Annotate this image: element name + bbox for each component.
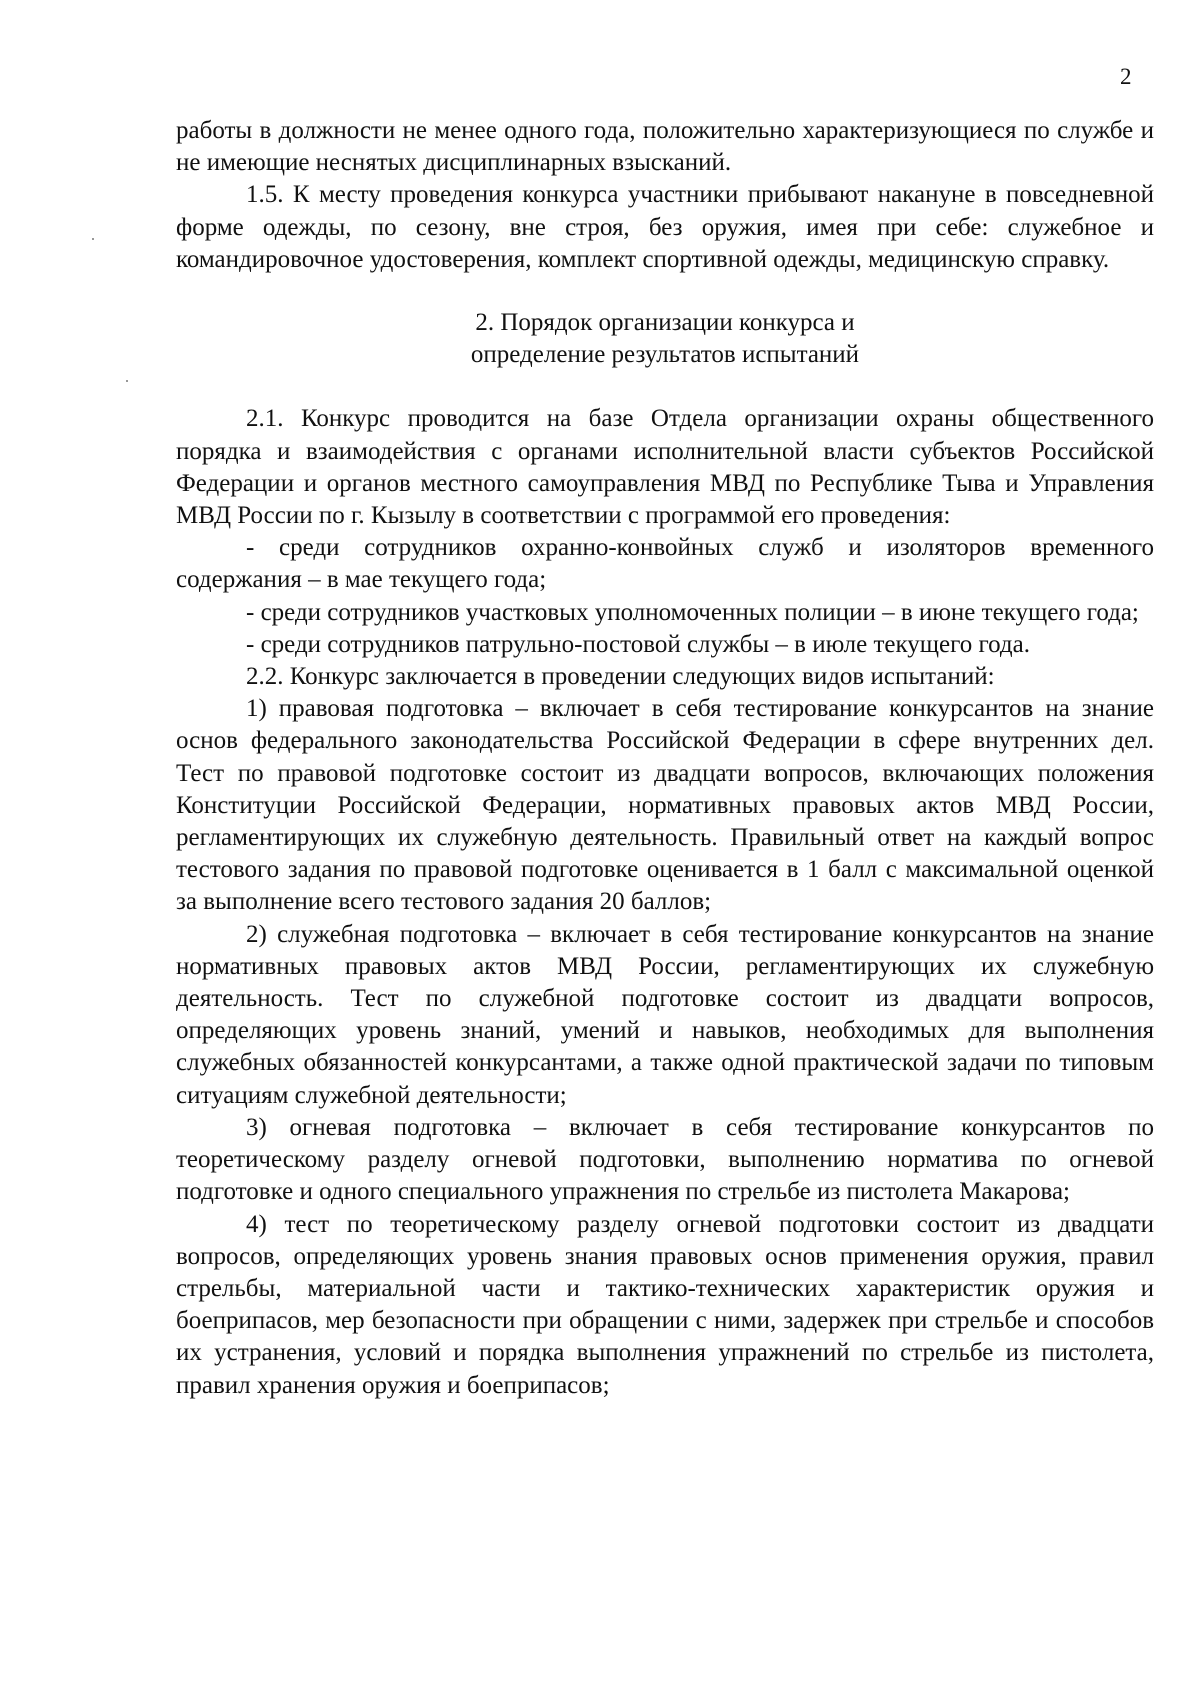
test-fire-theory: 4) тест по теоретическому разделу огневой подготовки состоит из двадцати вопросов, определяющих уровень знания правовых основ применения оружия, правил стрельбы, материальной части и тактико-технических характеристик оружия и боеприпасов, мер безопасности при обращении с ними, задержек при стрельбе и способов их устранения, условий и порядка выполнения упражнений по стрельбе из пистолета, правил хранения оружия и боеприпасов; (176, 1210, 1154, 1399)
scan-speck (126, 380, 128, 382)
page-number: 2 (1120, 64, 1132, 89)
paragraph-1-5: 1.5. К месту проведения конкурса участники прибывают накануне в повседневной форме одежды, по сезону, вне строя, без оружия, имея при себе: служебное и командировочное удостоверения, комплект спортивной одежды, медицинскую справку. (176, 181, 1154, 273)
paragraph-2-2: 2.2. Конкурс заключается в проведении следующих видов испытаний: (246, 663, 995, 691)
section-title-line-1: 2. Порядок организации конкурса и (475, 309, 855, 337)
test-legal-training: 1) правовая подготовка – включает в себя тестирование конкурсантов на знание основ федерального законодательства Российской Федерации в сфере внутренних дел. Тест по правовой подготовке состоит из двадцати вопросов, включающих положения Конституции Российской Федерации, нормативных правовых актов МВД России, регламентирующих их служебную деятельность. Правильный ответ на каждый вопрос тестового задания по правовой подготовке оценивается в 1 балл с максимальной оценкой за выполнение всего тестового задания 20 баллов; (176, 695, 1154, 916)
scan-speck (92, 238, 94, 240)
list-item-district-police: - среди сотрудников участковых уполномоченных полиции – в июне текущего года; (246, 598, 1139, 626)
document-body (176, 115, 1154, 1402)
section-title (176, 307, 1154, 371)
paragraph-2-1: 2.1. Конкурс проводится на базе Отдела организации охраны общественного порядка и взаимодействия с органами исполнительной власти субъектов Российской Федерации и органов местного самоуправления МВД по Республике Тыва и Управления МВД России по г. Кызылу в соответствии с программой его проведения: (176, 405, 1154, 530)
list-item-patrol: - среди сотрудников патрульно-постовой службы – в июле текущего года. (246, 630, 1030, 658)
test-service-training: 2) служебная подготовка – включает в себя тестирование конкурсантов на знание нормативных правовых актов МВД России, регламентирующих их служебную деятельность. Тест по служебной подготовке состоит из двадцати вопросов, определяющих уровень знаний, умений и навыков, необходимых для выполнения служебных обязанностей конкурсантами, а также одной практической задачи по типовым ситуациям служебной деятельности; (176, 920, 1154, 1109)
section-title-line-2: определение результатов испытаний (470, 341, 860, 369)
test-fire-training: 3) огневая подготовка – включает в себя тестирование конкурсантов по теоретическому разделу огневой подготовки, выполнению норматива по огневой подготовке и одного специального упражнения по стрельбе из пистолета Макарова; (176, 1113, 1154, 1206)
paragraph-continuation: работы в должности не менее одного года, положительно характеризующиеся по службе и не имеющие неснятых дисциплинарных взысканий. (176, 117, 1154, 177)
list-item-convoy: - среди сотрудников охранно-конвойных служб и изоляторов временного содержания – в мае текущего года; (176, 534, 1154, 594)
